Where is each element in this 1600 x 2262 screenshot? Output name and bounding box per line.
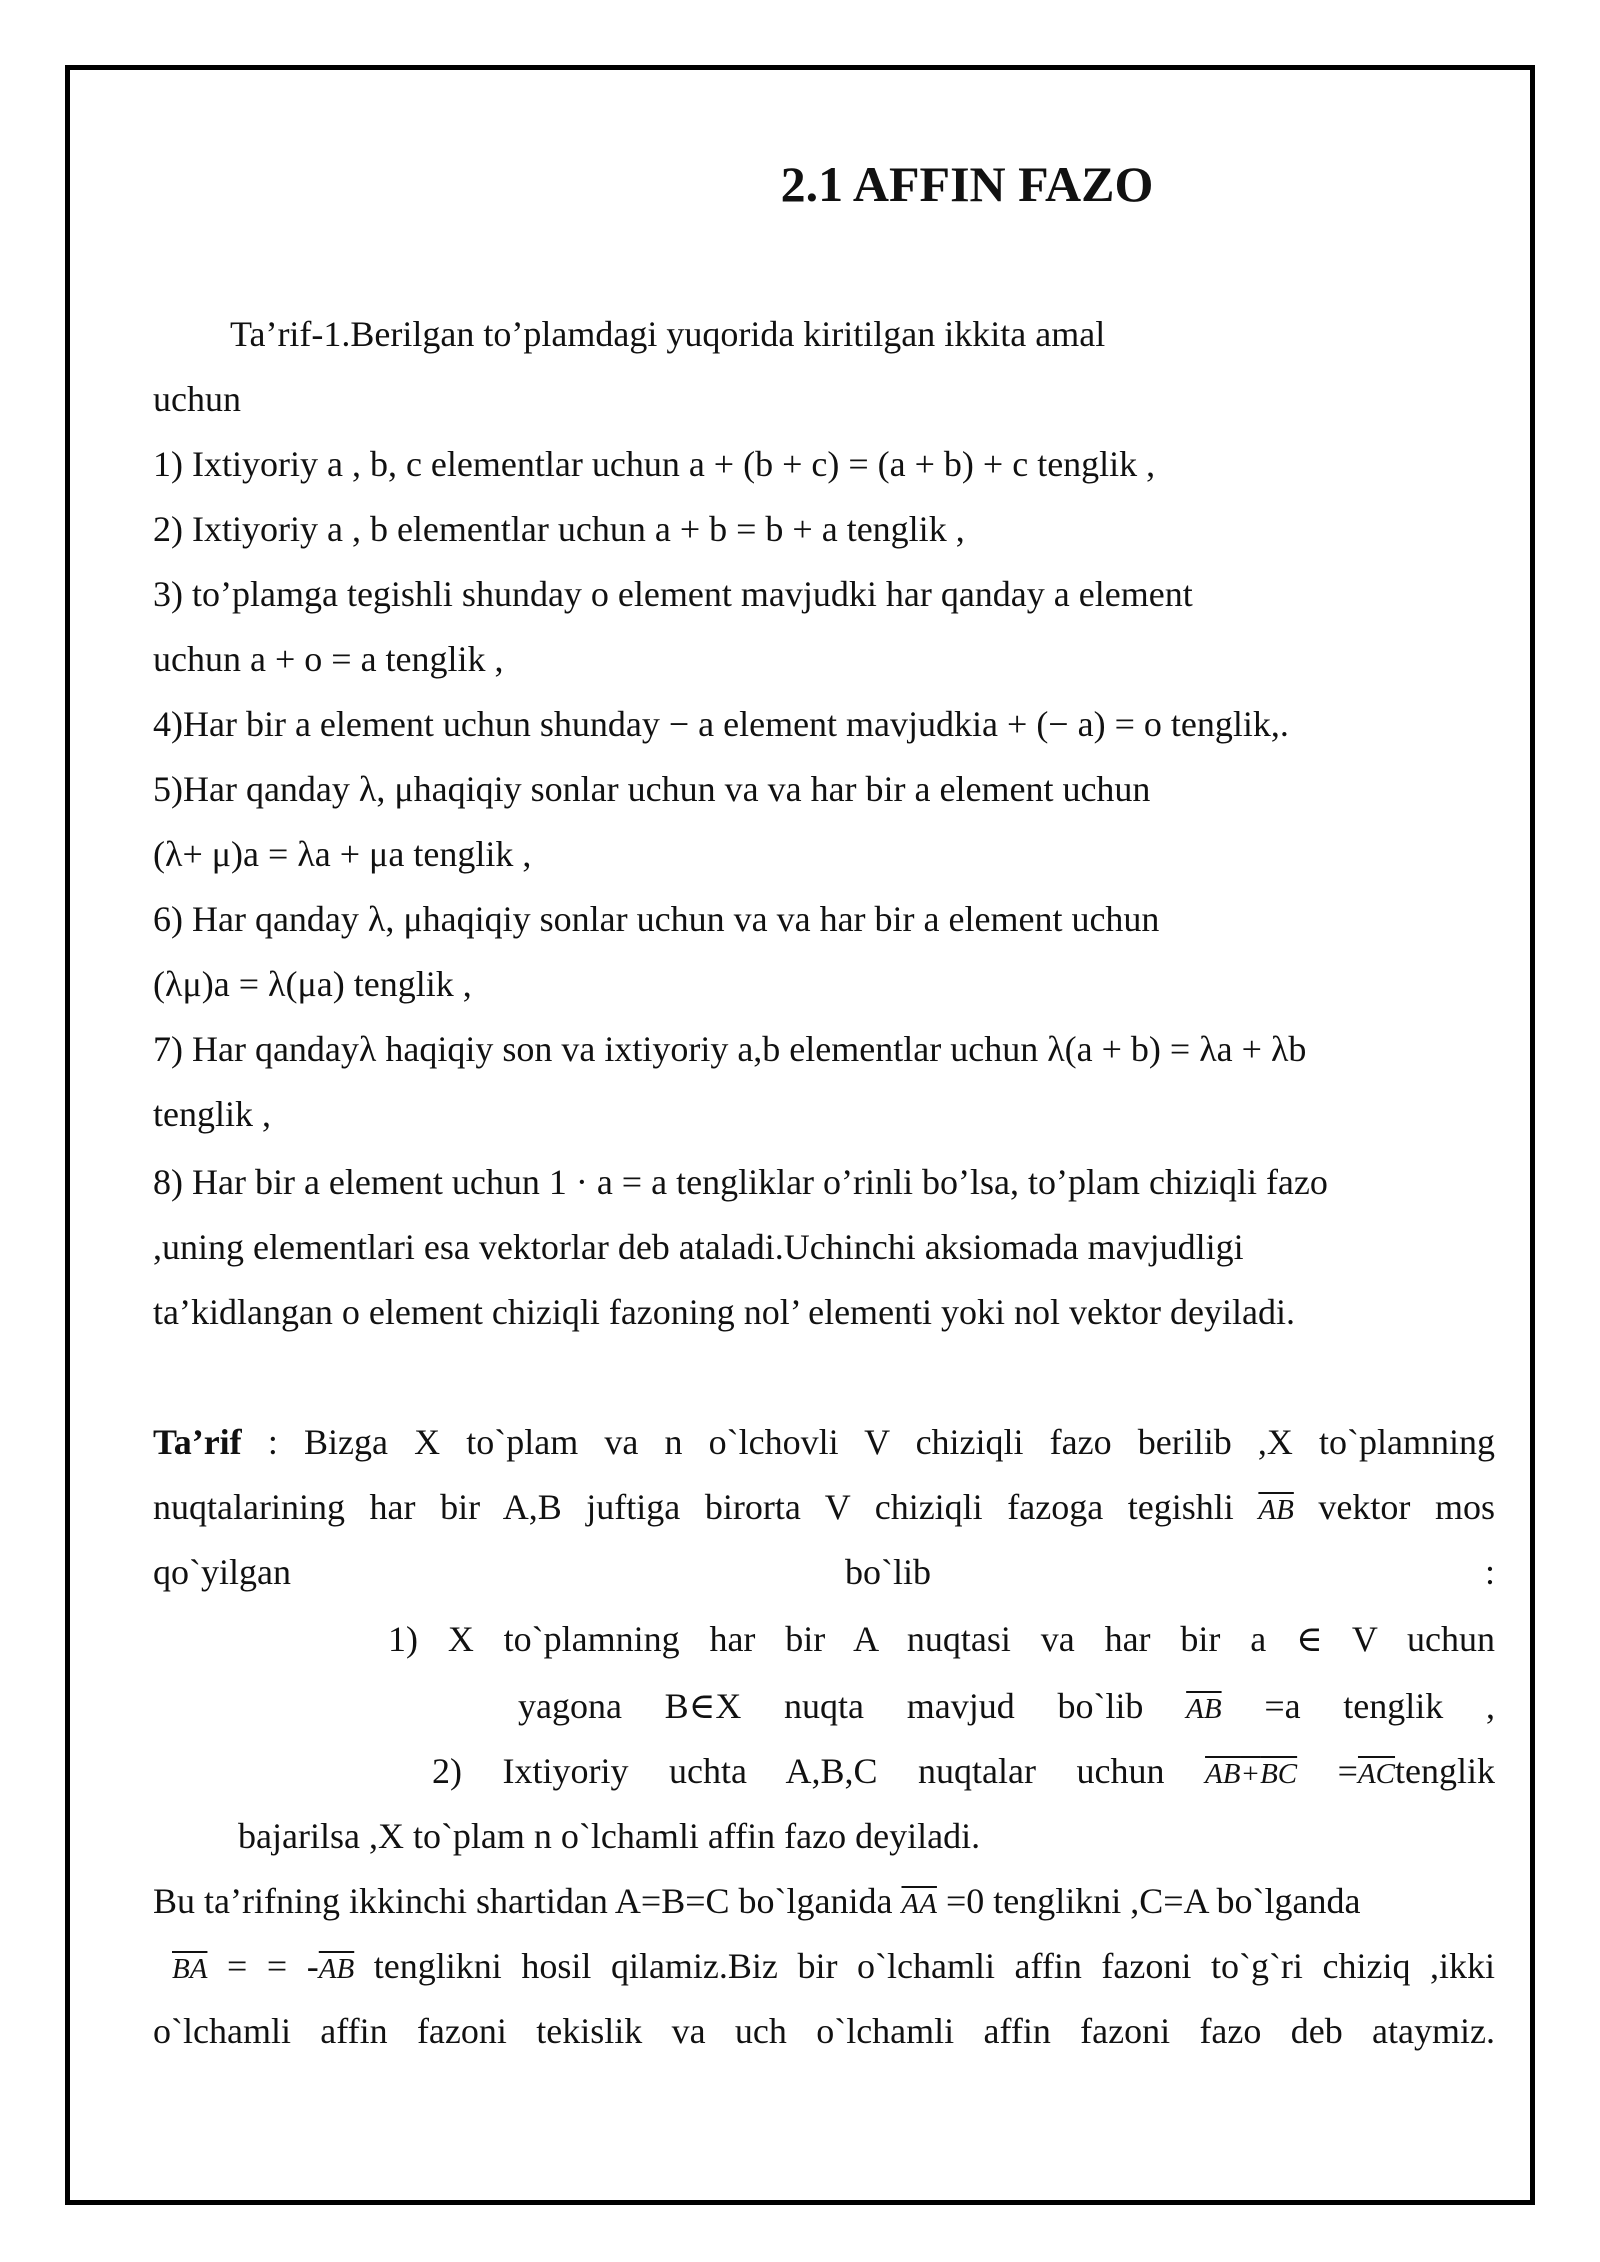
condition-2: 2) Ixtiyoriy uchta A,B,C nuqtalar uchun $\overline{AB}+\overline{BC}$ $=\overline{AC}tenglik$ [432, 1751, 1496, 1791]
axiom-8: 8) Har bir a element uchun 1 · a = a tengliklar o’rinli bo’lsa, to’plam chiziqli fazo [153, 1162, 1328, 1202]
vector-ab: $\overline{AB}$ [318, 1953, 355, 1985]
vector-bc: $\overline{BC}$ [1260, 1758, 1298, 1790]
axiom-8-cont-2: ta’kidlangan o element chiziqli fazoning nol’ elementi yoki nol vektor deyiladi. [153, 1292, 1295, 1332]
axiom-1: 1) Ixtiyoriy a , b, c elementlar uchun a + (b + c) = (a + b) + c tenglik , [153, 444, 1156, 484]
axiom-8-cont: ,uning elementlari esa vektorlar deb ataladi.Uchinchi aksiomada mavjudligi [153, 1227, 1244, 1267]
text-line: uchun [153, 379, 241, 419]
remark-line-3: o`lchamli affin fazoni tekislik va uch o`lchamli affin fazoni fazo deb ataymiz. [153, 2011, 1495, 2051]
vector-ab: $\overline{AB}$ [1186, 1693, 1222, 1725]
axiom-3-cont: uchun a + o = a tenglik , [153, 639, 504, 679]
vector-ab: $\overline{AB}$ [1258, 1494, 1294, 1526]
vector-ac: $\overline{AC}$ [1357, 1758, 1396, 1790]
condition-1-cont: yagona B∈X nuqta mavjud bo`lib $\overline{AB} =a$ tenglik , [518, 1686, 1496, 1726]
definition-1-intro: Ta’rif-1.Berilgan to’plamdagi yuqorida kiritilgan ikkita amal [230, 314, 1106, 354]
axiom-2: 2) Ixtiyoriy a , b elementlar uchun a + b = b + a tenglik , [153, 509, 965, 549]
axiom-5: 5)Har qanday λ, μhaqiqiy sonlar uchun va va har bir a element uchun [153, 769, 1151, 809]
axiom-6-cont: (λμ)a = λ(μa) tenglik , [153, 964, 472, 1004]
axiom-6: 6) Har qanday λ, μhaqiqiy sonlar uchun va va har bir a element uchun [153, 899, 1160, 939]
vector-ba: $\overline{BA}$ [172, 1953, 208, 1985]
definition-2-line-1: Ta’rif : Bizga X to`plam va n o`lchovli V chiziqli fazo berilib ,X to`plamning [153, 1422, 1496, 1462]
page-title: 2.1 AFFIN FAZO [780, 156, 1154, 212]
axiom-7: 7) Har qandayλ haqiqiy son va ixtiyoriy a,b elementlar uchun λ(a + b) = λa + λb [153, 1029, 1307, 1069]
definition-term: Ta’rif [153, 1422, 242, 1462]
vector-ab: $\overline{AB}$ [1205, 1758, 1241, 1790]
vector-aa: $\overline{AA}$ [901, 1888, 937, 1920]
definition-2-line-2: nuqtalarining har bir A,B juftiga birorta V chiziqli fazoga tegishli $\overline{AB}$ vektor mos [153, 1487, 1495, 1527]
axiom-7-cont: tenglik , [153, 1094, 271, 1134]
axiom-3: 3) to’plamga tegishli shunday o element mavjudki har qanday a element [153, 574, 1193, 614]
remark-line-1: Bu ta’rifning ikkinchi shartidan A=B=C bo`lganida $\overline{AA} =0$ tenglikni ,C=A bo`lganda [153, 1881, 1361, 1921]
definition-2-line-3: qo`yilgan bo`lib : [153, 1552, 1495, 1592]
condition-1: 1) X to`plamning har bir A nuqtasi va har bir a ∈ V uchun [388, 1619, 1495, 1659]
definition-2-conclusion: bajarilsa ,X to`plam n o`lchamli affin fazo deyiladi. [238, 1816, 981, 1856]
axiom-4: 4)Har bir a element uchun shunday − a element mavjudkia + (− a) = o tenglik,. [153, 704, 1289, 744]
remark-line-2: $\overline{BA}$ = = $-\overline{AB}$ tenglikni hosil qilamiz.Biz bir o`lchamli affin fazoni to`g`ri chiziq ,ikki [172, 1946, 1496, 1986]
axiom-5-cont: (λ+ μ)a = λa + μa tenglik , [153, 834, 532, 874]
